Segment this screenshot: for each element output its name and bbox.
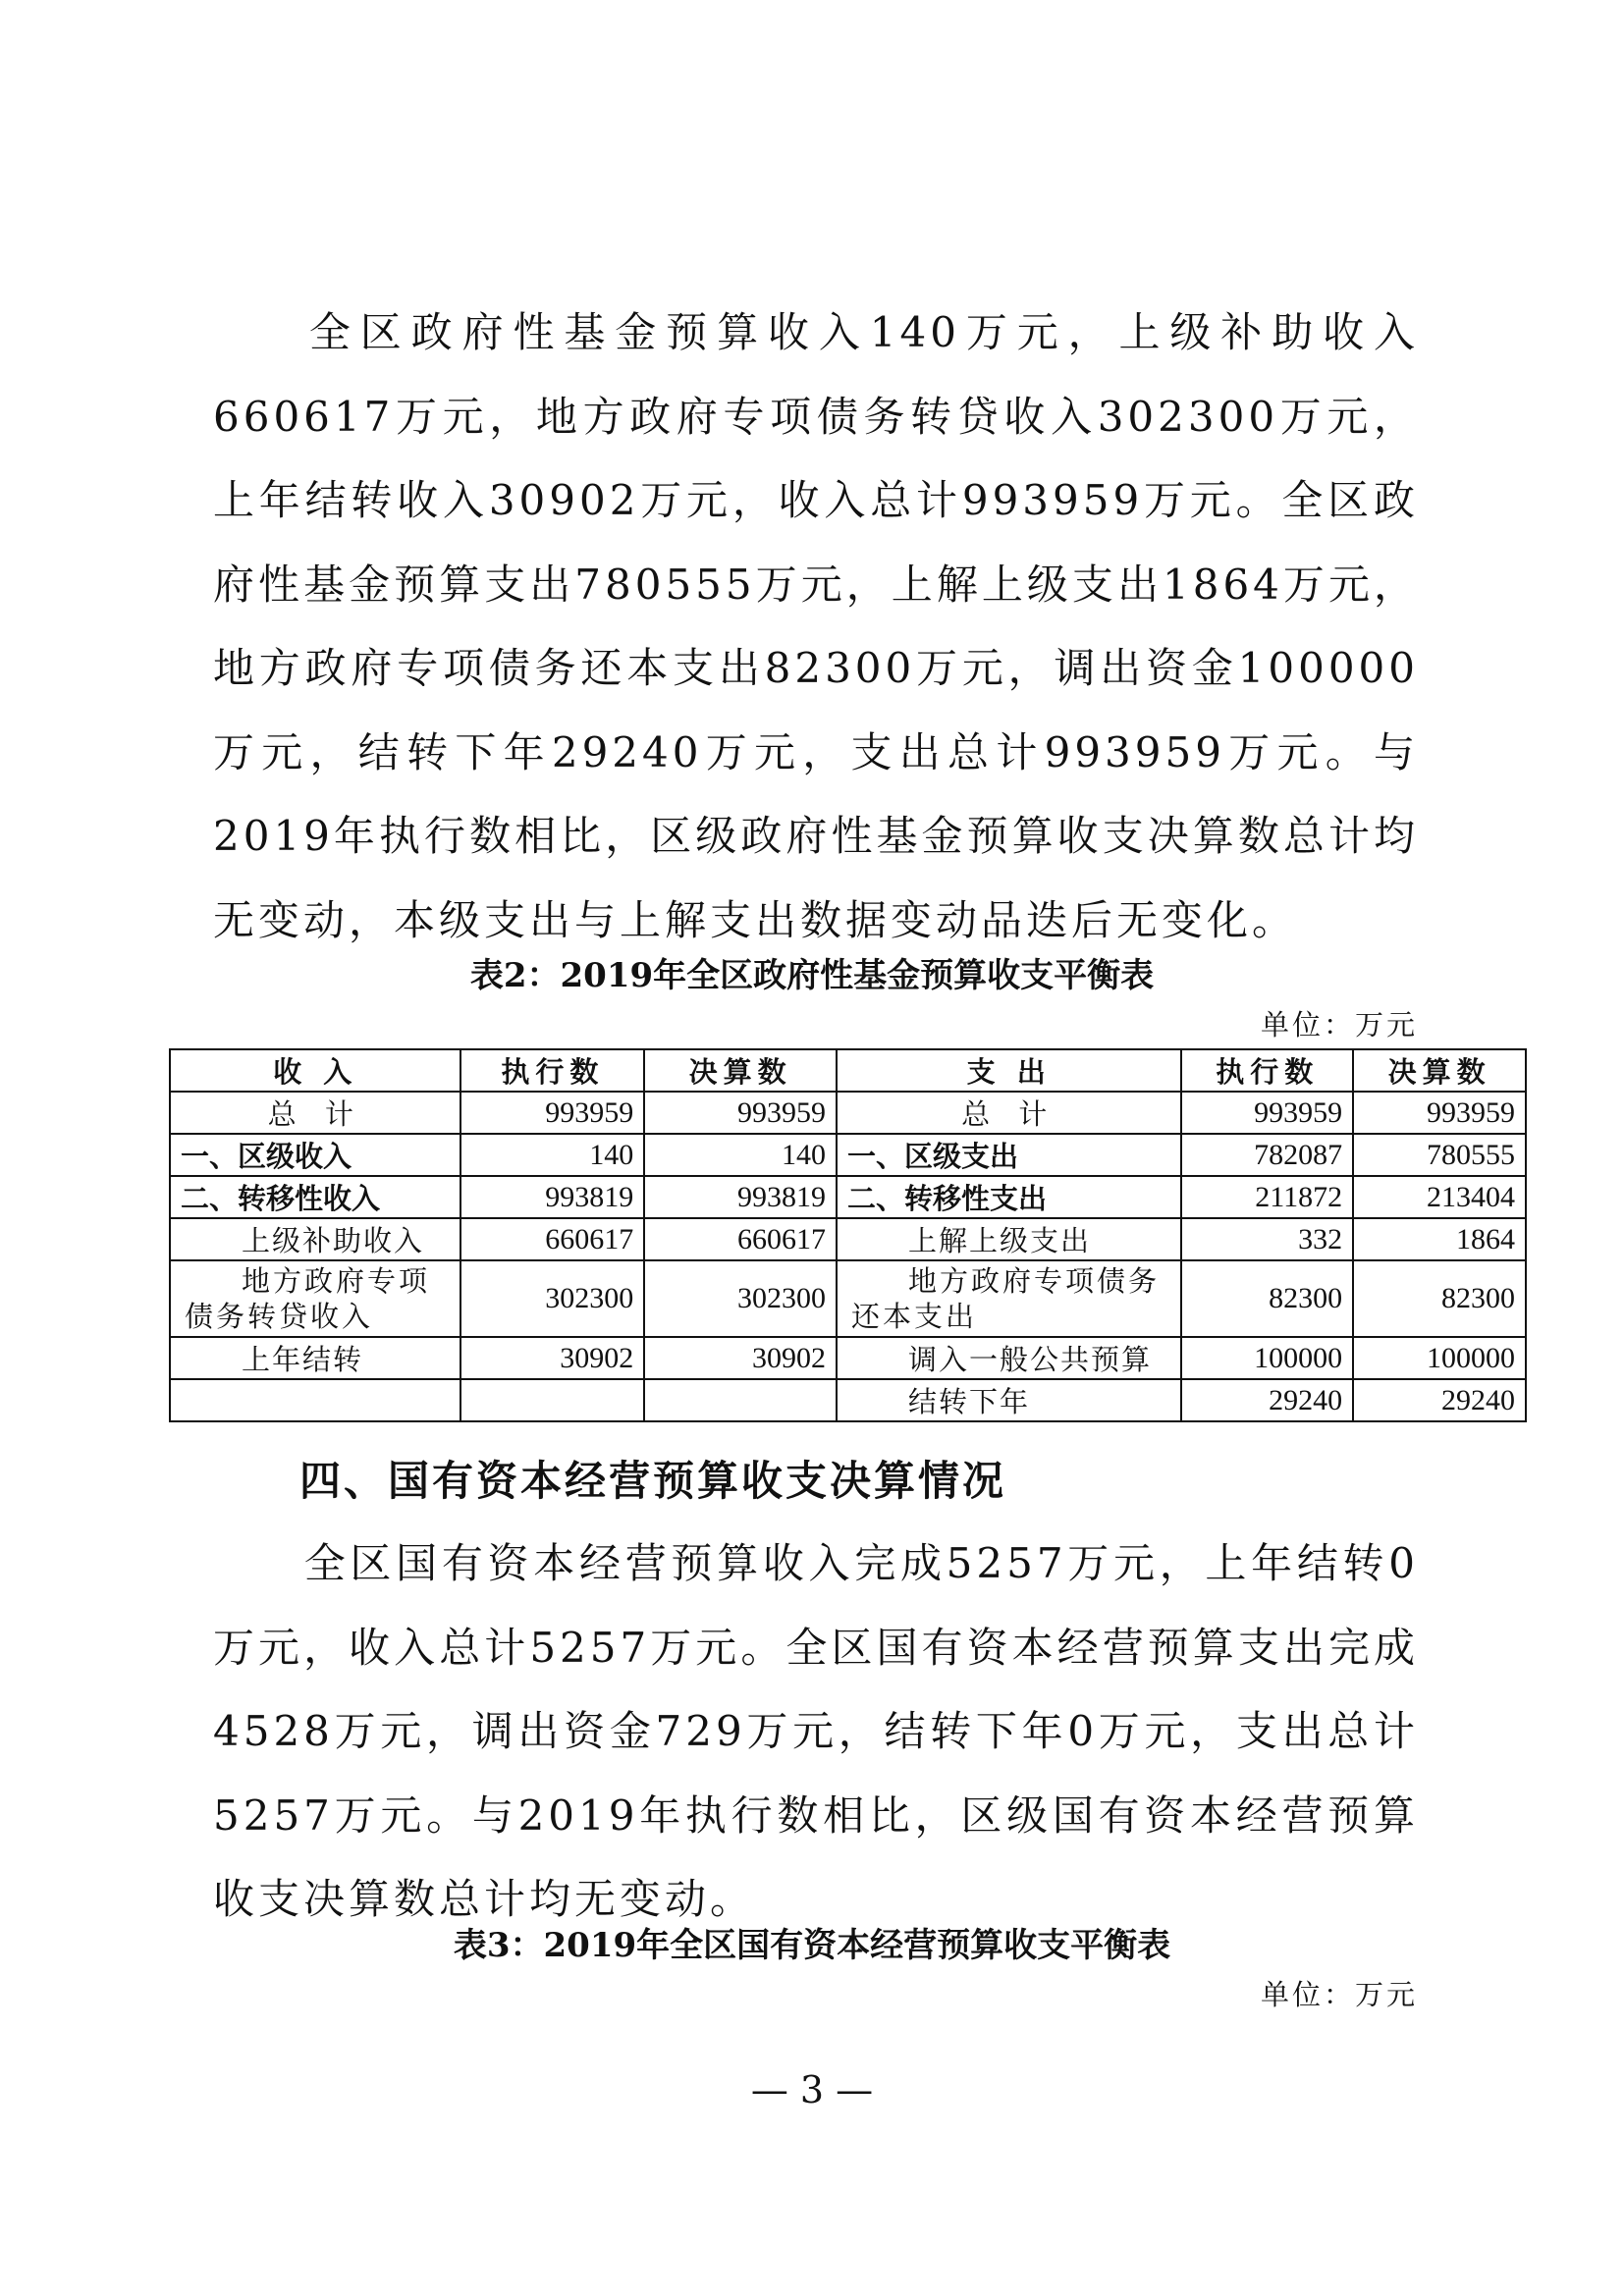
table2-unit: 单位：万元 — [1260, 1008, 1418, 1041]
table-cell: 660617 — [460, 1218, 644, 1260]
table-row — [170, 1218, 1526, 1260]
paragraph-state-capital: 全区国有资本经营预算收入完成5257万元，上年结转0万元，收入总计5257万元。全区国有资本经营预算支出完成4528万元，调出资金729万元，结转下年0万元，支出总计5257万元。与2019年执行数相比，区级国有资本经营预算收支决算数总计均无变动。 — [213, 1539, 1419, 1923]
paragraph-government-fund: 全区政府性基金预算收入140万元，上级补助收入660617万元，地方政府专项债务转贷收入302300万元，上年结转收入30902万元，收入总计993959万元。全区政府性基金预算支出780555万元，上解上级支出1864万元，地方政府专项债务还本支出82300万元，调出资金100000万元，结转下年29240万元，支出总计993959万元。与2019年执行数相比，区级政府性基金预算收支决算数总计均无变动，本级支出与上解支出数据变动品迭后无变化。 — [213, 308, 1419, 944]
table-cell: 上年结转 — [170, 1337, 460, 1379]
table-cell: 30902 — [460, 1337, 644, 1379]
table-cell: 100000 — [1181, 1337, 1353, 1379]
header-final: 决算数 — [1353, 1049, 1526, 1092]
table-cell: 调入一般公共预算 — [837, 1337, 1181, 1379]
table-cell: 140 — [644, 1134, 837, 1176]
table3-caption: 表3：2019年全区国有资本经营预算收支平衡表 — [453, 1926, 1171, 1965]
table-cell: 30902 — [644, 1337, 837, 1379]
table-row — [170, 1134, 1526, 1176]
table-cell: 总 计 — [837, 1092, 1181, 1134]
table3-unit: 单位：万元 — [1260, 1978, 1418, 2011]
table-cell: 上解上级支出 — [837, 1218, 1181, 1260]
table-cell: 82300 — [1181, 1260, 1353, 1337]
table-cell: 302300 — [460, 1260, 644, 1337]
table-cell: 29240 — [1353, 1379, 1526, 1421]
table-cell: 二、转移性收入 — [170, 1176, 460, 1218]
table-cell: 993959 — [1181, 1092, 1353, 1134]
table-row — [170, 1092, 1526, 1134]
header-final: 决算数 — [644, 1049, 837, 1092]
header-exec: 执行数 — [460, 1049, 644, 1092]
table-cell — [644, 1379, 837, 1421]
table-cell: 780555 — [1353, 1134, 1526, 1176]
table-cell: 地方政府专项债务还本支出 — [837, 1260, 1181, 1337]
table-cell: 993819 — [460, 1176, 644, 1218]
table-cell: 213404 — [1353, 1176, 1526, 1218]
table-cell: 140 — [460, 1134, 644, 1176]
section-heading-state-capital: 四、国有资本经营预算收支决算情况 — [299, 1457, 1007, 1505]
table2-caption: 表2：2019年全区政府性基金预算收支平衡表 — [469, 956, 1155, 995]
table-cell: 地方政府专项债务转贷收入 — [170, 1260, 460, 1337]
table-cell: 结转下年 — [837, 1379, 1181, 1421]
table-cell: 一、区级收入 — [170, 1134, 460, 1176]
table-cell: 100000 — [1353, 1337, 1526, 1379]
table-cell: 1864 — [1353, 1218, 1526, 1260]
table-cell — [170, 1379, 460, 1421]
table-cell — [460, 1379, 644, 1421]
header-expense: 支 出 — [837, 1049, 1181, 1092]
table-cell: 660617 — [644, 1218, 837, 1260]
table-cell: 211872 — [1181, 1176, 1353, 1218]
table-row — [170, 1379, 1526, 1421]
table-cell: 993959 — [1353, 1092, 1526, 1134]
header-exec: 执行数 — [1181, 1049, 1353, 1092]
table-cell: 993959 — [460, 1092, 644, 1134]
table-cell: 993819 — [644, 1176, 837, 1218]
table-cell: 82300 — [1353, 1260, 1526, 1337]
page-number: — 3 — — [750, 2068, 874, 2111]
table2 — [169, 1048, 1527, 1422]
table-header-row — [170, 1049, 1526, 1092]
table-cell: 993959 — [644, 1092, 837, 1134]
table-row — [170, 1337, 1526, 1379]
header-income: 收 入 — [170, 1049, 460, 1092]
table-cell: 二、转移性支出 — [837, 1176, 1181, 1218]
table-cell: 上级补助收入 — [170, 1218, 460, 1260]
table-cell: 29240 — [1181, 1379, 1353, 1421]
table-row — [170, 1176, 1526, 1218]
table-cell: 一、区级支出 — [837, 1134, 1181, 1176]
table-cell: 332 — [1181, 1218, 1353, 1260]
table-cell: 782087 — [1181, 1134, 1353, 1176]
table-cell: 总 计 — [170, 1092, 460, 1134]
table-cell: 302300 — [644, 1260, 837, 1337]
table-row — [170, 1260, 1526, 1337]
